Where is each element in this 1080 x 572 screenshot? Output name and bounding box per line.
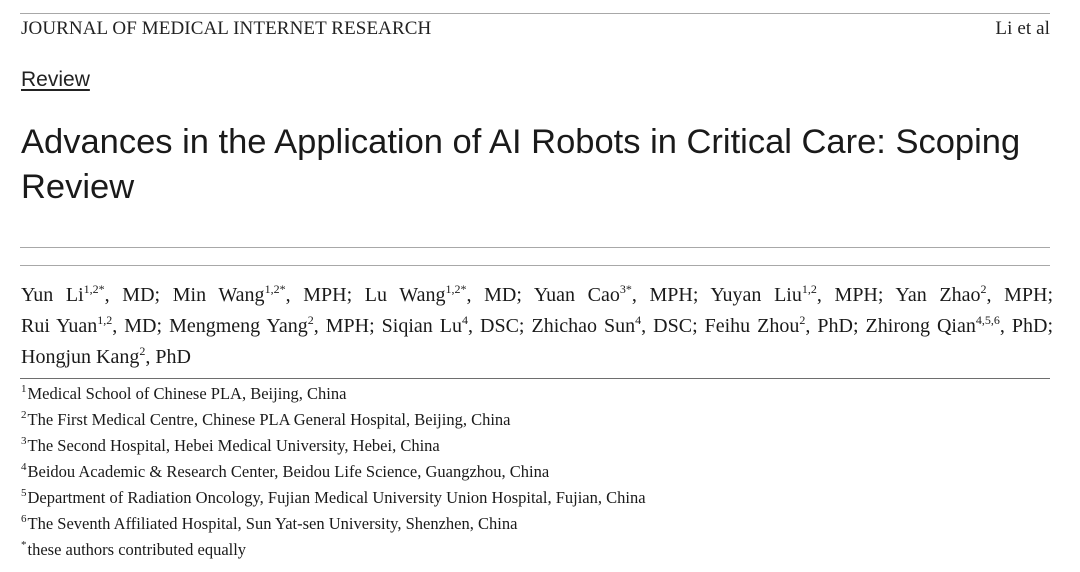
author-affiliation-marker: 1,2* (445, 282, 467, 296)
author-name: Zhichao Sun (531, 315, 636, 337)
equal-contribution-note (21, 539, 1051, 565)
author-item (21, 284, 155, 306)
author-name: Yan Zhao (895, 284, 981, 306)
affiliation-marker: 5 (21, 487, 27, 499)
author-name: Hongjun Kang (21, 346, 140, 368)
author-degree: , DSC (641, 315, 693, 337)
affiliation-marker: 4 (21, 461, 27, 473)
affiliation-marker: 2 (21, 409, 27, 421)
affiliation-item (21, 435, 1051, 461)
author-degree: , MPH (313, 315, 370, 337)
article-title: Advances in the Application of AI Robots in Critical Care: Scoping Review (21, 123, 1021, 206)
author-name: Yun Li (21, 284, 84, 306)
author-degree: , PhD (805, 315, 853, 337)
author-degree: , PhD (145, 346, 191, 368)
affiliation-marker: 6 (21, 513, 27, 525)
affiliation-text: The Seventh Affiliated Hospital, Sun Yat-sen University, Shenzhen, China (27, 514, 518, 533)
author-affiliation-marker: 4 (462, 313, 468, 327)
affiliation-text: Department of Radiation Oncology, Fujian Medical University Union Hospital, Fujian, China (27, 488, 646, 507)
affiliation-text: The First Medical Centre, Chinese PLA General Hospital, Beijing, China (27, 410, 511, 429)
author-item (534, 284, 693, 306)
author-item (382, 315, 519, 337)
title-rule-upper (20, 247, 1050, 248)
author-item (365, 284, 517, 306)
author-name: Mengmeng Yang (169, 315, 308, 337)
author-item (169, 315, 369, 337)
author-degree: , MPH (816, 284, 878, 306)
affiliation-text: Beidou Academic & Research Center, Beidou Life Science, Guangzhou, China (27, 462, 550, 481)
author-affiliation-marker: 4,5,6 (975, 313, 1000, 327)
header-rule (20, 13, 1050, 14)
affiliation-marker: 1 (21, 383, 27, 395)
author-affiliation-marker: 1,2 (801, 282, 817, 296)
affiliation-marker: * (21, 539, 27, 551)
author-name: Zhirong Qian (865, 315, 976, 337)
author-item (21, 346, 191, 368)
affiliation-item (21, 513, 1051, 539)
title-rule-lower (20, 265, 1050, 266)
author-degree: , MD (466, 284, 517, 306)
running-author: Li et al (995, 18, 1050, 39)
author-item (173, 284, 347, 306)
author-degree: , MD (104, 284, 155, 306)
author-item (705, 315, 853, 337)
author-degree: , MPH (285, 284, 347, 306)
author-affiliation-marker: 1,2* (264, 282, 286, 296)
author-degree: , MPH (986, 284, 1048, 306)
author-list: Yun $Li^{1,2*}$, MD; Min Wang$^{1,2*}$, MPH; Lu Wang$^{1,2*}$, MD; Yuan Cao$^{3*}$, MPH; Yuyan Liu$^{1,2}$, MPH; Yan Zhao$^2$, MPH; Rui Yuan$^{1,2}$, MD; Mengmeng Yang$^2$, MPH; Siqian Lu$^4$, DSC; Zhichao Sun$^4$, DSC; Feihu Zhou$^2$, PhD; Zhirong Qian$^{4,5,6}$, PhD; Hongjun Kang$^2$, PhD (21, 282, 1054, 368)
affiliation-item (21, 461, 1051, 487)
affiliation-list (21, 383, 1051, 565)
affiliation-marker: 3 (21, 435, 27, 447)
author-name: Lu Wang (364, 284, 446, 306)
author-affiliation-marker: 2 (307, 313, 314, 327)
author-item (21, 315, 157, 337)
author-degree: , DSC (468, 315, 519, 337)
author-item (866, 315, 1048, 337)
author-name: Feihu Zhou (704, 315, 800, 337)
author-affiliation-marker: 2 (980, 282, 987, 296)
article-section-tag[interactable]: Review (21, 68, 90, 91)
author-affiliation-marker: 4 (635, 313, 642, 327)
affiliation-item (21, 487, 1051, 513)
author-degree: , PhD (999, 315, 1048, 337)
affiliation-text: The Second Hospital, Hebei Medical University, Hebei, China (27, 436, 440, 455)
author-item (710, 284, 878, 306)
author-name: Rui Yuan (21, 315, 98, 337)
author-name: Min Wang (172, 284, 265, 306)
author-affiliation-marker: 1,2* (83, 282, 105, 296)
author-item (895, 284, 1047, 306)
affiliation-item (21, 383, 1051, 409)
affiliations-rule (20, 378, 1050, 379)
author-affiliation-marker: 3* (619, 282, 632, 296)
author-degree: , MD (112, 315, 157, 337)
affiliation-item (21, 409, 1051, 435)
author-degree: , MPH (631, 284, 693, 306)
author-name: Yuyan Liu (710, 284, 802, 306)
author-item (531, 315, 692, 337)
author-affiliation-marker: 2 (799, 313, 806, 327)
author-name: Siqian Lu (381, 315, 462, 337)
affiliation-text: Medical School of Chinese PLA, Beijing, China (27, 384, 347, 403)
affiliation-text: these authors contributed equally (27, 540, 247, 559)
author-name: Yuan Cao (533, 284, 620, 306)
author-affiliation-marker: 2 (139, 344, 146, 358)
journal-name: JOURNAL OF MEDICAL INTERNET RESEARCH (21, 18, 432, 39)
author-affiliation-marker: 1,2 (97, 313, 113, 327)
